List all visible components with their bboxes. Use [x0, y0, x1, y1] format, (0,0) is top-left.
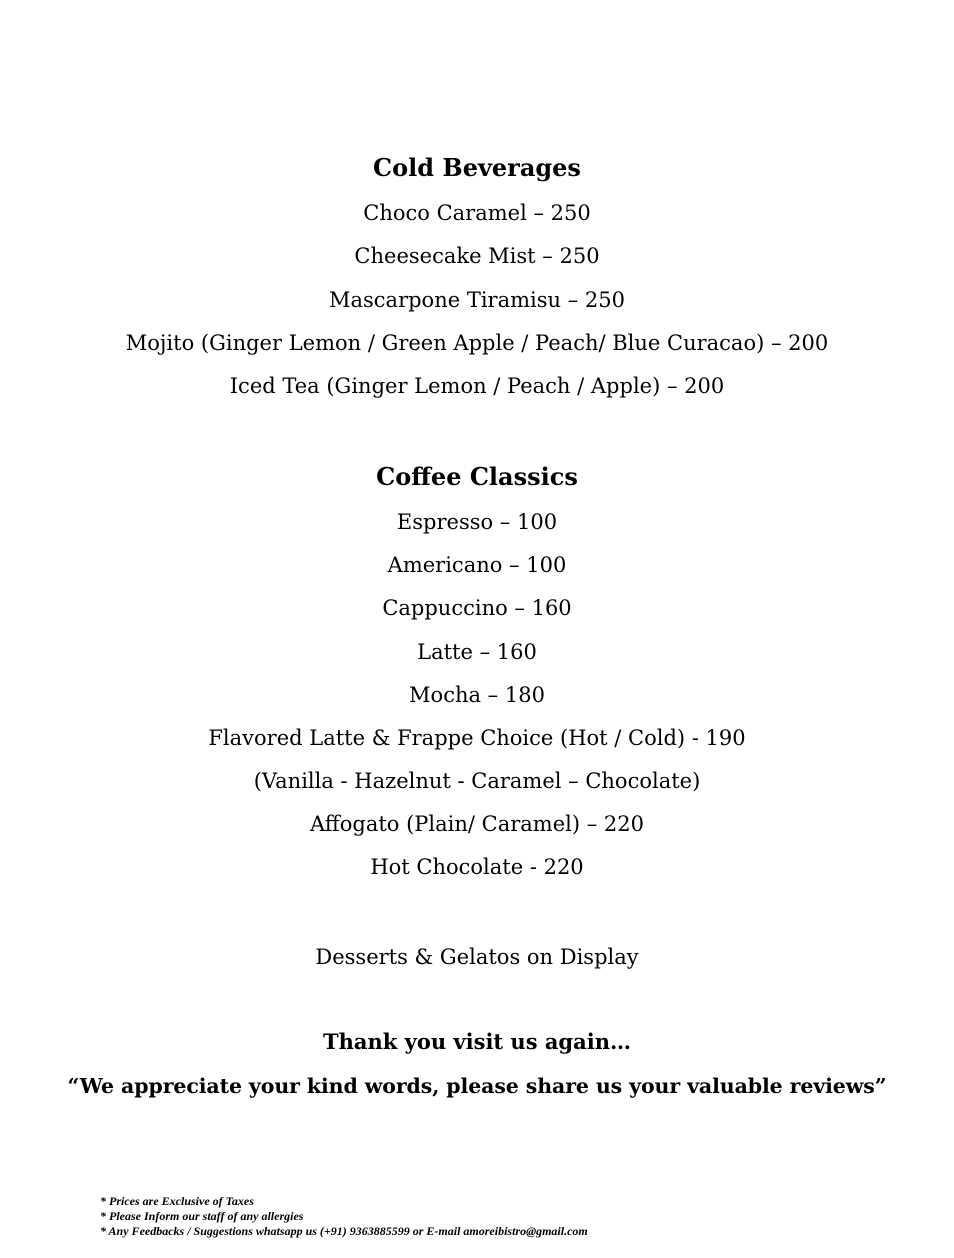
menu-item-cappuccino: Cappuccino – 160	[382, 596, 572, 620]
thank-you-text: Thank you visit us again…	[323, 1029, 631, 1054]
menu-item-cheesecake-mist: Cheesecake Mist – 250	[354, 244, 600, 268]
cold-beverages-heading: Cold Beverages	[373, 153, 581, 182]
menu-item-hot-chocolate: Hot Chocolate - 220	[370, 855, 584, 879]
menu-item-flavor-options: (Vanilla - Hazelnut - Caramel – Chocolate)	[253, 769, 701, 793]
footnotes	[100, 1194, 900, 1239]
menu-item-mocha: Mocha – 180	[409, 683, 545, 707]
footnote-taxes: * Prices are Exclusive of Taxes	[100, 1194, 254, 1208]
footnote-feedback: * Any Feedbacks / Suggestions whatsapp us (+91) 9363885599 or E-mail amoreibistro@gmail.com	[100, 1224, 588, 1238]
desserts-note: Desserts & Gelatos on Display	[315, 945, 639, 969]
menu-item-flavored-latte-frappe: Flavored Latte & Frappe Choice (Hot / Cold) - 190	[208, 726, 746, 750]
menu-item-americano: Americano – 100	[387, 553, 567, 577]
coffee-classics-heading: Coffee Classics	[376, 462, 578, 491]
menu-item-espresso: Espresso – 100	[396, 510, 558, 534]
footnote-allergies: * Please Inform our staff of any allergies	[100, 1209, 304, 1223]
menu-item-choco-caramel: Choco Caramel – 250	[363, 201, 591, 225]
menu-item-affogato: Affogato (Plain/ Caramel) – 220	[310, 812, 644, 836]
reviews-quote: “We appreciate your kind words, please share us your valuable reviews”	[67, 1074, 887, 1098]
menu-item-mojito: Mojito (Ginger Lemon / Green Apple / Peach/ Blue Curacao) – 200	[125, 331, 829, 355]
menu-item-latte: Latte – 160	[417, 640, 537, 664]
menu-item-mascarpone-tiramisu: Mascarpone Tiramisu – 250	[329, 288, 625, 312]
menu-item-iced-tea: Iced Tea (Ginger Lemon / Peach / Apple) – 200	[229, 374, 725, 398]
